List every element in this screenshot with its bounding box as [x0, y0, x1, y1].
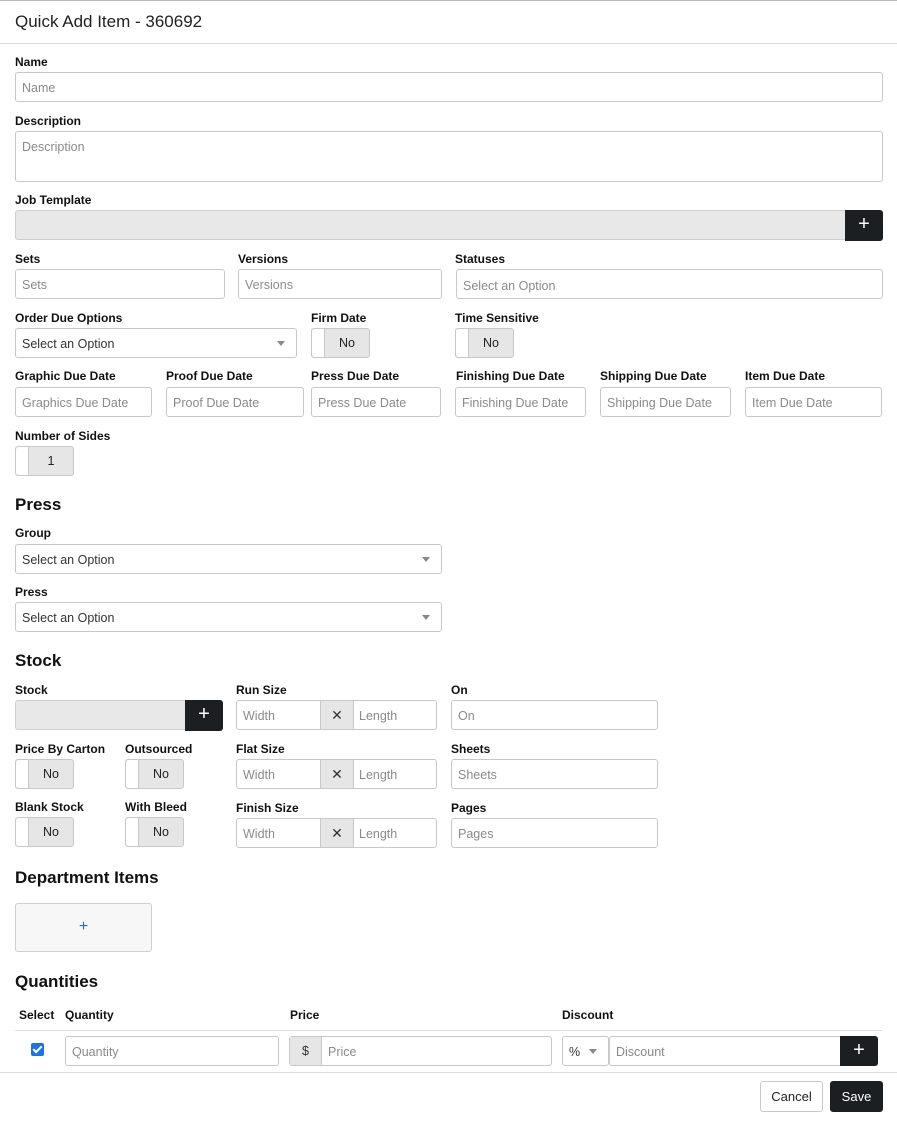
press-select[interactable]: [15, 602, 442, 632]
sets-input[interactable]: [15, 269, 225, 299]
quantity-placeholder: Quantity: [72, 1045, 119, 1059]
proof-due-label: Proof Due Date: [166, 369, 253, 383]
proof-due-input[interactable]: [166, 387, 304, 417]
graphic-due-placeholder: Graphics Due Date: [22, 396, 129, 410]
modal-title: Quick Add Item - 360692: [15, 12, 203, 31]
press-due-placeholder: Press Due Date: [318, 396, 407, 410]
time-sensitive-toggle[interactable]: [455, 328, 514, 358]
shipping-due-placeholder: Shipping Due Date: [607, 396, 712, 410]
toggle-knob: [126, 818, 139, 846]
price-by-carton-value: No: [43, 767, 59, 781]
discount-type-value: %: [569, 1045, 581, 1059]
currency-addon: $: [290, 1037, 322, 1065]
job-template-select[interactable]: [15, 210, 847, 240]
pages-placeholder: Pages: [458, 827, 494, 841]
press-label: Press: [15, 585, 48, 599]
chevron-down-icon: [422, 557, 430, 562]
statuses-multiselect[interactable]: [456, 269, 883, 299]
footer-divider: [0, 1072, 897, 1073]
press-due-label: Press Due Date: [311, 369, 400, 383]
quantity-input[interactable]: [65, 1036, 279, 1066]
column-header-price: Price: [290, 1008, 320, 1022]
blank-stock-value: No: [43, 825, 59, 839]
discount-placeholder: Discount: [616, 1045, 665, 1059]
discount-input[interactable]: [609, 1036, 841, 1066]
times-icon: ✕: [320, 701, 354, 729]
row-select-checkbox[interactable]: [31, 1043, 44, 1056]
finish-size-input[interactable]: [236, 818, 437, 848]
column-header-select: Select: [19, 1008, 55, 1022]
group-select[interactable]: [15, 544, 442, 574]
discount-type-select[interactable]: [562, 1036, 609, 1066]
toggle-knob: [312, 329, 325, 357]
number-of-sides-toggle[interactable]: [15, 446, 74, 476]
toggle-knob: [126, 760, 139, 788]
group-label: Group: [15, 526, 51, 540]
flat-size-input[interactable]: [236, 759, 437, 789]
plus-icon: +: [198, 703, 210, 725]
item-due-input[interactable]: [745, 387, 882, 417]
blank-stock-toggle[interactable]: [15, 817, 74, 847]
sets-placeholder: Sets: [22, 278, 48, 292]
graphic-due-label: Graphic Due Date: [15, 369, 116, 383]
number-of-sides-label: Number of Sides: [15, 429, 111, 443]
graphic-due-input[interactable]: [15, 387, 152, 417]
quantities-heading: Quantities: [15, 972, 99, 991]
shipping-due-input[interactable]: [600, 387, 731, 417]
chevron-down-icon: [589, 1049, 597, 1054]
name-label: Name: [15, 55, 48, 69]
pages-label: Pages: [451, 801, 487, 815]
stock-label: Stock: [15, 683, 48, 697]
on-input[interactable]: [451, 700, 658, 730]
versions-placeholder: Versions: [245, 278, 293, 292]
order-due-options-label: Order Due Options: [15, 311, 123, 325]
plus-icon: +: [858, 213, 870, 235]
sheets-label: Sheets: [451, 742, 491, 756]
flat-size-label: Flat Size: [236, 742, 285, 756]
with-bleed-value: No: [153, 825, 169, 839]
on-label: On: [451, 683, 468, 697]
run-size-width-placeholder: Width: [243, 709, 275, 723]
run-size-input[interactable]: [236, 700, 437, 730]
cancel-button[interactable]: Cancel: [760, 1081, 823, 1112]
pages-input[interactable]: [451, 818, 658, 848]
blank-stock-label: Blank Stock: [15, 800, 84, 814]
sheets-input[interactable]: [451, 759, 658, 789]
name-placeholder: Name: [22, 81, 56, 95]
order-due-options-value: Select an Option: [22, 337, 115, 351]
firm-date-toggle[interactable]: [311, 328, 370, 358]
finishing-due-placeholder: Finishing Due Date: [462, 396, 569, 410]
statuses-placeholder: Select an Option: [463, 279, 556, 293]
flat-size-length-placeholder: Length: [359, 768, 398, 782]
times-icon: ✕: [320, 819, 354, 847]
number-of-sides-value: 1: [47, 454, 55, 468]
toggle-knob: [16, 760, 29, 788]
add-stock-button[interactable]: [185, 700, 223, 731]
statuses-label: Statuses: [455, 252, 506, 266]
flat-size-width-placeholder: Width: [243, 768, 275, 782]
times-icon: ✕: [320, 760, 354, 788]
finishing-due-label: Finishing Due Date: [456, 369, 565, 383]
versions-input[interactable]: [238, 269, 442, 299]
outsourced-value: No: [153, 767, 169, 781]
description-label: Description: [15, 114, 82, 128]
add-quantity-button[interactable]: [840, 1036, 878, 1066]
price-by-carton-toggle[interactable]: [15, 759, 74, 789]
toggle-knob: [16, 447, 29, 475]
with-bleed-label: With Bleed: [125, 800, 187, 814]
press-heading: Press: [15, 495, 62, 514]
price-placeholder: Price: [328, 1045, 357, 1059]
proof-due-placeholder: Proof Due Date: [173, 396, 260, 410]
press-due-input[interactable]: [311, 387, 441, 417]
table-header-divider: [15, 1030, 882, 1031]
run-size-label: Run Size: [236, 683, 287, 697]
job-template-label: Job Template: [15, 193, 92, 207]
order-due-options-select[interactable]: [15, 328, 297, 358]
toggle-knob: [456, 329, 469, 357]
on-placeholder: On: [458, 709, 475, 723]
header-divider: [0, 43, 897, 44]
group-value: Select an Option: [22, 553, 115, 567]
press-value: Select an Option: [22, 611, 115, 625]
firm-date-label: Firm Date: [311, 311, 367, 325]
firm-date-value: No: [339, 336, 355, 350]
sets-label: Sets: [15, 252, 41, 266]
plus-icon: +: [853, 1039, 865, 1061]
add-department-item-button[interactable]: [15, 903, 152, 952]
item-due-placeholder: Item Due Date: [752, 396, 833, 410]
department-items-heading: Department Items: [15, 868, 159, 887]
sheets-placeholder: Sheets: [458, 768, 497, 782]
outsourced-label: Outsourced: [125, 742, 193, 756]
finish-size-width-placeholder: Width: [243, 827, 275, 841]
toggle-knob: [16, 818, 29, 846]
time-sensitive-value: No: [483, 336, 499, 350]
modal-top-border: [0, 0, 897, 1]
description-placeholder: Description: [22, 140, 85, 154]
plus-icon: +: [78, 918, 89, 935]
price-input[interactable]: [289, 1036, 552, 1066]
chevron-down-icon: [277, 341, 285, 346]
outsourced-toggle[interactable]: [125, 759, 184, 789]
name-input[interactable]: [15, 72, 883, 102]
time-sensitive-label: Time Sensitive: [455, 311, 539, 325]
run-size-length-placeholder: Length: [359, 709, 398, 723]
chevron-down-icon: [422, 615, 430, 620]
column-header-quantity: Quantity: [65, 1008, 114, 1022]
column-header-discount: Discount: [562, 1008, 614, 1022]
with-bleed-toggle[interactable]: [125, 817, 184, 847]
stock-select[interactable]: [15, 700, 187, 730]
save-button[interactable]: Save: [830, 1081, 883, 1112]
description-textarea[interactable]: [15, 131, 883, 182]
stock-heading: Stock: [15, 651, 62, 670]
versions-label: Versions: [238, 252, 289, 266]
shipping-due-label: Shipping Due Date: [600, 369, 707, 383]
item-due-label: Item Due Date: [745, 369, 826, 383]
price-by-carton-label: Price By Carton: [15, 742, 106, 756]
finish-size-label: Finish Size: [236, 801, 299, 815]
finish-size-length-placeholder: Length: [359, 827, 398, 841]
add-job-template-button[interactable]: [845, 210, 883, 241]
finishing-due-input[interactable]: [455, 387, 586, 417]
